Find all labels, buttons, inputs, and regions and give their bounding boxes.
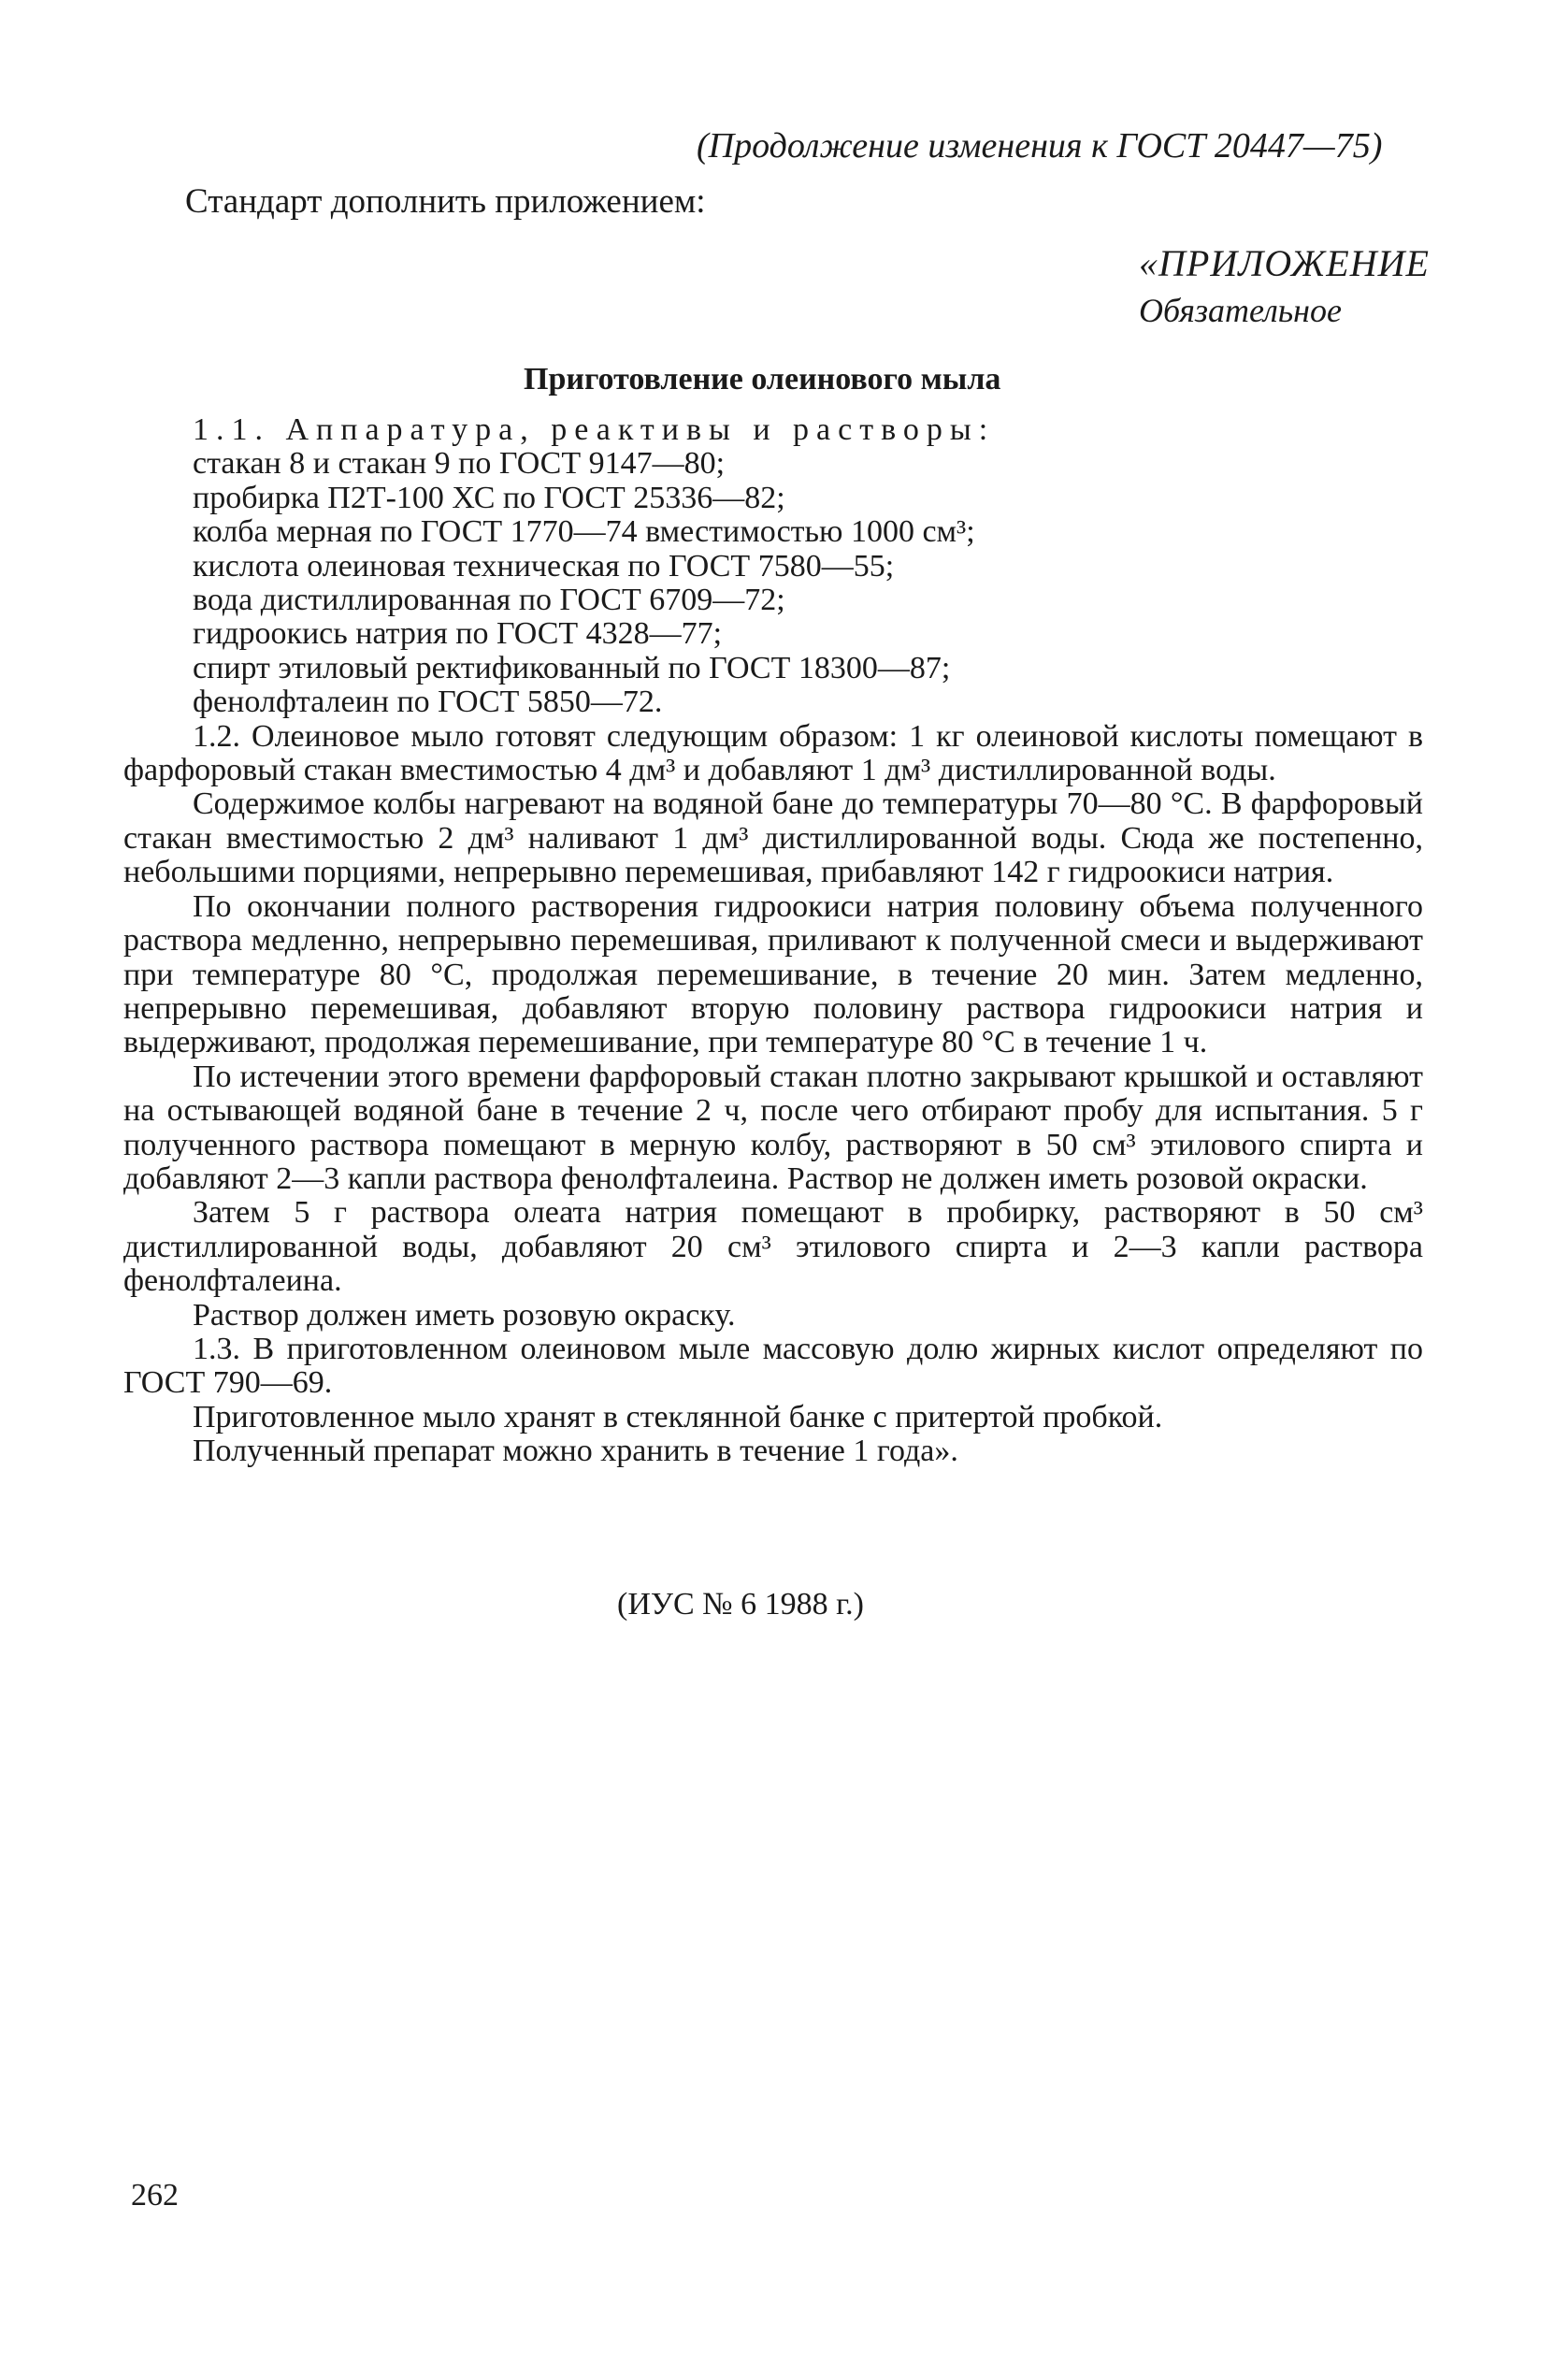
list-item: кислота олеиновая техническая по ГОСТ 7580—55; <box>193 548 895 584</box>
appendix-title: «ПРИЛОЖЕНИЕ <box>1139 242 1430 284</box>
item-1-3-paragraph: 1.3. В приготовленном олеиновом мыле массовую долю жирных кислот определяют по ГОСТ 790—69. <box>123 1331 1423 1401</box>
list-item: пробирка П2Т-100 ХС по ГОСТ 25336—82; <box>193 480 785 515</box>
standard-addition-line: Стандарт дополнить приложением: <box>185 182 706 221</box>
item-1-1-heading: 1.1. Аппаратура, реактивы и растворы: <box>193 412 996 447</box>
item-1-2-paragraph: 1.2. Олеиновое мыло готовят следующим образом: 1 кг олеиновой кислоты помещают в фарфоровый стакан вместимостью 4 дм³ и добавляют 1 дм³ дистиллированной воды. <box>123 718 1423 788</box>
section-title: Приготовление олеинового мыла <box>524 362 1001 396</box>
ius-reference: (ИУС № 6 1988 г.) <box>617 1587 864 1622</box>
list-item: гидроокись натрия по ГОСТ 4328—77; <box>193 616 723 652</box>
page-number: 262 <box>131 2178 179 2213</box>
storage-paragraph: Приготовленное мыло хранят в стеклянной банке с притертой пробкой. <box>193 1399 1163 1434</box>
list-item: колба мерная по ГОСТ 1770—74 вместимостью 1000 см³; <box>193 514 975 550</box>
list-item: фенолфталеин по ГОСТ 5850—72. <box>193 685 663 720</box>
continuation-header: (Продолжение изменения к ГОСТ 20447—75) <box>697 126 1383 166</box>
shelf-life-paragraph: Полученный препарат можно хранить в течение 1 года». <box>193 1434 958 1469</box>
dissolution-paragraph: По окончании полного растворения гидроокиси натрия половину объема полученного раствора медленно, непрерывно перемешивая, приливают к полученной смеси и выдерживают при температуре 80 °С, продолжая перемешивание, в течение 20 мин. Затем медленно, непрерывно перемешивая, добавляют вторую половину раствора гидроокиси натрия и выдерживают, продолжая перемешивание, при температуре 80 °С в течение 1 ч. <box>123 888 1423 1060</box>
pink-color-paragraph: Раствор должен иметь розовую окраску. <box>193 1297 736 1333</box>
appendix-subtitle: Обязательное <box>1139 292 1342 329</box>
document-body <box>123 413 1423 1469</box>
oleate-paragraph: Затем 5 г раствора олеата натрия помещают в пробирку, растворяют в 50 см³ дистиллированной воды, добавляют 20 см³ этилового спирта и 2—3 капли раствора фенолфталеина. <box>123 1195 1423 1299</box>
heating-paragraph: Содержимое колбы нагревают на водяной бане до температуры 70—80 °С. В фарфоровый стакан вместимостью 2 дм³ наливают 1 дм³ дистиллированной воды. Сюда же постепенно, небольшими порциями, непрерывно перемешивая, прибавляют 142 г гидроокиси натрия. <box>123 786 1423 890</box>
list-item: вода дистиллированная по ГОСТ 6709—72; <box>193 583 785 618</box>
list-item: спирт этиловый ректификованный по ГОСТ 18300—87; <box>193 650 951 685</box>
list-item: стакан 8 и стакан 9 по ГОСТ 9147—80; <box>193 446 726 482</box>
cooling-paragraph: По истечении этого времени фарфоровый стакан плотно закрывают крышкой и оставляют на остывающей водяной бане в течение 2 ч, после чего отбирают пробу для испытания. 5 г полученного раствора помещают в мерную колбу, растворяют в 50 см³ этилового спирта и добавляют 2—3 капли раствора фенолфталеина. Раствор не должен иметь розовой окраски. <box>123 1059 1423 1196</box>
